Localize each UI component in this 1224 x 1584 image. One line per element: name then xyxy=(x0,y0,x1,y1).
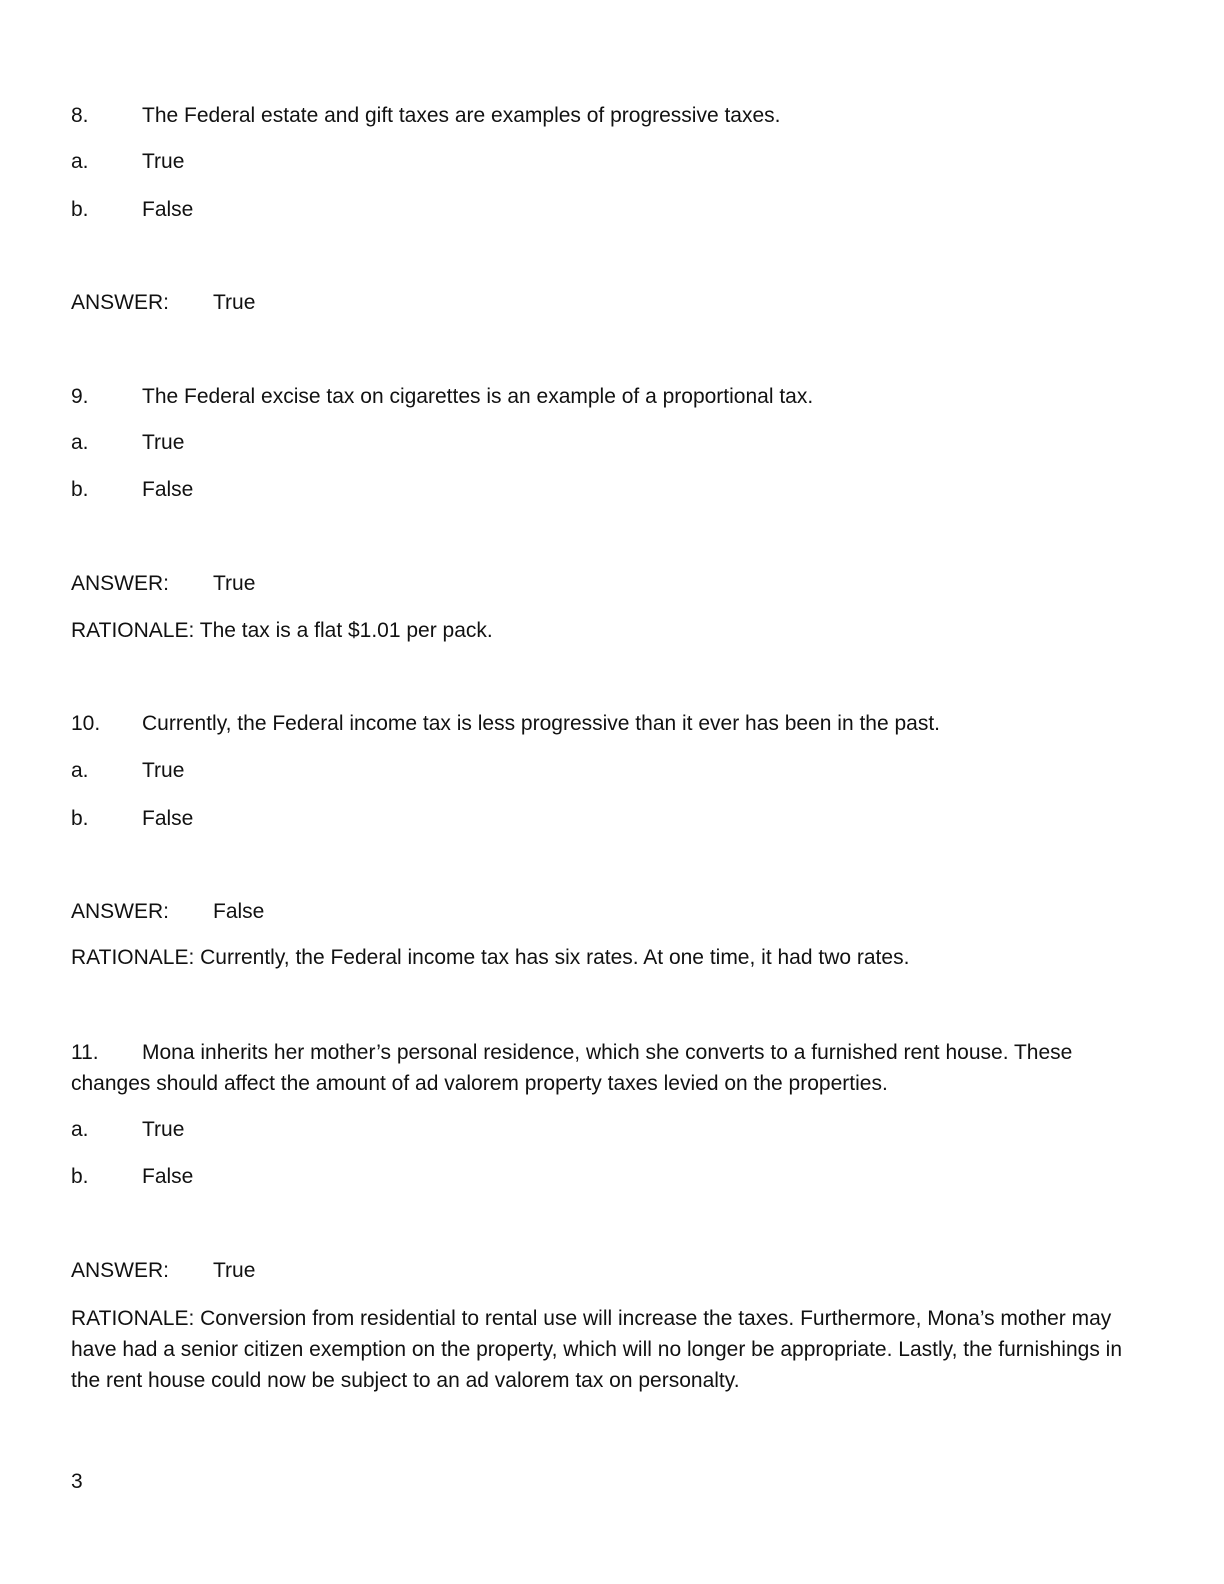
page-number: 3 xyxy=(71,1470,83,1493)
question-11-option-b xyxy=(71,1162,193,1192)
question-11-option-a xyxy=(71,1115,184,1145)
option-letter: a. xyxy=(71,431,89,454)
question-9-rationale: RATIONALE: The tax is a flat $1.01 per pack. xyxy=(71,619,493,642)
question-number: 11. xyxy=(71,1041,99,1064)
question-11-rationale: RATIONALE: Conversion from residential to rental use will increase the taxes. Furthermore, Mona’s mother may have had a senior citizen exemption on the property, which will no longer be appropriate. Lastly, the furnishings in the rent house could now be subject to an ad valorem tax on personalty. xyxy=(71,1307,1122,1392)
answer-value: True xyxy=(213,572,256,595)
question-text: Currently, the Federal income tax is less progressive than it ever has been in the past. xyxy=(142,712,941,735)
answer-label: ANSWER: xyxy=(71,291,170,314)
question-11-stem xyxy=(71,1037,1141,1099)
answer-label: ANSWER: xyxy=(71,900,170,923)
question-10-option-a xyxy=(71,756,184,786)
question-9-answer xyxy=(71,569,255,599)
option-letter: b. xyxy=(71,198,89,221)
question-9-option-b xyxy=(71,475,193,505)
answer-value: True xyxy=(213,291,256,314)
question-10-stem xyxy=(71,709,940,739)
question-text: Mona inherits her mother’s personal residence, which she converts to a furnished rent house. These changes should affect the amount of ad valorem property taxes levied on the properties. xyxy=(71,1041,1073,1095)
option-letter: a. xyxy=(71,150,89,173)
option-letter: b. xyxy=(71,1165,89,1188)
question-number: 10. xyxy=(71,712,101,735)
question-text: The Federal excise tax on cigarettes is an example of a proportional tax. xyxy=(142,385,814,408)
answer-label: ANSWER: xyxy=(71,572,170,595)
answer-value: False xyxy=(213,900,265,923)
option-letter: a. xyxy=(71,1118,89,1141)
option-label: False xyxy=(142,478,194,501)
answer-value: True xyxy=(213,1259,256,1282)
option-letter: a. xyxy=(71,759,89,782)
question-9-option-a xyxy=(71,428,184,458)
option-letter: b. xyxy=(71,807,89,830)
question-9-stem xyxy=(71,382,813,412)
question-11-answer xyxy=(71,1256,255,1286)
question-8-stem xyxy=(71,101,781,131)
question-number: 8. xyxy=(71,104,89,127)
question-10-rationale: RATIONALE: Currently, the Federal income tax has six rates. At one time, it had two rates. xyxy=(71,946,910,969)
option-label: True xyxy=(142,431,185,454)
option-letter: b. xyxy=(71,478,89,501)
option-label: True xyxy=(142,150,185,173)
question-number: 9. xyxy=(71,385,89,408)
option-label: True xyxy=(142,759,185,782)
question-text: The Federal estate and gift taxes are examples of progressive taxes. xyxy=(142,104,781,127)
option-label: False xyxy=(142,1165,194,1188)
question-8-answer xyxy=(71,288,255,318)
option-label: True xyxy=(142,1118,185,1141)
question-8-option-a xyxy=(71,147,184,177)
option-label: False xyxy=(142,198,194,221)
question-10-option-b xyxy=(71,804,193,834)
answer-label: ANSWER: xyxy=(71,1259,170,1282)
question-8-option-b xyxy=(71,195,193,225)
question-10-answer xyxy=(71,897,264,927)
option-label: False xyxy=(142,807,194,830)
